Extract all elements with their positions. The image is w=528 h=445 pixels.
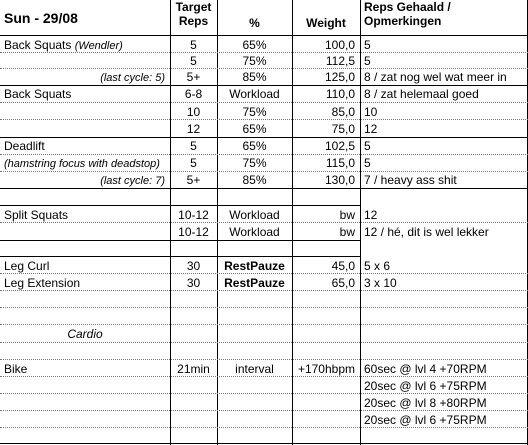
sheet-title[interactable]: Sun - 29/08 bbox=[4, 10, 78, 26]
gridline bbox=[0, 359, 528, 360]
row-divider bbox=[0, 137, 528, 138]
row-divider bbox=[0, 205, 360, 206]
row-divider bbox=[0, 256, 360, 257]
gridline bbox=[0, 273, 528, 274]
section-label-cardio[interactable]: Cardio bbox=[67, 327, 103, 341]
done-cell[interactable]: 10 bbox=[364, 105, 378, 119]
exercise-cell[interactable]: Leg Curl bbox=[4, 259, 50, 273]
gridline bbox=[0, 68, 528, 69]
reps-cell[interactable]: 30 bbox=[186, 276, 201, 290]
percent-cell[interactable]: 65% bbox=[242, 38, 267, 52]
reps-cell[interactable]: 10-12 bbox=[178, 225, 209, 239]
percent-cell[interactable]: 85% bbox=[242, 173, 267, 187]
gridline bbox=[0, 324, 528, 325]
exercise-cell[interactable]: Bike bbox=[4, 362, 28, 376]
weight-cell[interactable]: 100,0 bbox=[324, 38, 355, 52]
done-cell[interactable]: 12 bbox=[364, 208, 378, 222]
reps-cell[interactable]: 5 bbox=[190, 139, 197, 153]
done-cell[interactable]: 7 / heavy ass shit bbox=[364, 173, 457, 187]
weight-header[interactable]: Weight bbox=[306, 16, 346, 30]
reps-cell[interactable]: 5+ bbox=[186, 173, 201, 187]
reps-cell[interactable]: 10 bbox=[186, 105, 201, 119]
exercise-name: Back Squats bbox=[4, 38, 72, 52]
done-cell[interactable]: 12 bbox=[364, 122, 378, 136]
gridline bbox=[0, 171, 528, 172]
exercise-cell[interactable]: (hamstring focus with deadstop) bbox=[4, 158, 160, 170]
gridline bbox=[0, 119, 528, 120]
exercise-note: (Wendler) bbox=[74, 40, 123, 52]
percent-cell[interactable]: 75% bbox=[242, 105, 267, 119]
row-divider bbox=[0, 85, 528, 86]
exercise-cell[interactable]: Split Squats bbox=[4, 208, 69, 222]
reps-cell[interactable]: 5+ bbox=[186, 70, 201, 84]
row-divider bbox=[0, 240, 360, 241]
done-cell[interactable]: 8 / zat nog wel wat meer in bbox=[364, 70, 507, 84]
weight-cell[interactable]: 75,0 bbox=[331, 122, 355, 136]
reps-cell[interactable]: 12 bbox=[186, 122, 201, 136]
row-divider bbox=[0, 443, 528, 444]
reps-cell[interactable]: 5 bbox=[190, 156, 197, 170]
reps-cell[interactable]: 21min bbox=[177, 362, 210, 376]
exercise-cell[interactable] bbox=[0, 38, 170, 53]
exercise-cell[interactable]: (last cycle: 5) bbox=[100, 72, 165, 84]
reps-cell[interactable]: 30 bbox=[186, 259, 201, 273]
weight-cell[interactable]: +170hbpm bbox=[297, 362, 355, 376]
weight-cell[interactable]: 115,0 bbox=[325, 156, 355, 170]
percent-cell[interactable]: 75% bbox=[242, 156, 267, 170]
target-reps-header[interactable]: Target Reps bbox=[175, 0, 212, 28]
weight-cell[interactable]: 85,0 bbox=[331, 105, 355, 119]
exercise-cell[interactable]: Back Squats bbox=[4, 87, 72, 101]
reps-cell[interactable]: 10-12 bbox=[178, 208, 209, 222]
gridline bbox=[0, 102, 528, 103]
done-cell[interactable]: 3 x 10 bbox=[364, 276, 397, 290]
gridline bbox=[0, 410, 528, 411]
gridline bbox=[0, 307, 528, 308]
gridline bbox=[0, 222, 528, 223]
percent-cell[interactable]: interval bbox=[235, 362, 274, 376]
exercise-cell[interactable]: Deadlift bbox=[4, 139, 45, 153]
reps-cell[interactable]: 5 bbox=[190, 54, 197, 68]
done-cell[interactable]: 12 / hé, dit is wel lekker bbox=[364, 225, 489, 239]
weight-cell[interactable]: 102,5 bbox=[324, 139, 355, 153]
weight-cell[interactable]: 112,5 bbox=[325, 54, 355, 68]
done-cell[interactable]: 5 bbox=[364, 38, 371, 52]
weight-cell[interactable]: 130,0 bbox=[324, 173, 355, 187]
done-cell[interactable]: 5 bbox=[364, 54, 371, 68]
gridline bbox=[0, 427, 528, 428]
percent-cell[interactable]: 65% bbox=[242, 122, 267, 136]
reps-done-header[interactable]: Reps Gehaald / Opmerkingen bbox=[364, 0, 451, 28]
gridline bbox=[0, 393, 528, 394]
gridline bbox=[0, 52, 528, 53]
done-cell[interactable]: 5 bbox=[364, 139, 371, 153]
percent-cell[interactable]: Workload bbox=[229, 208, 280, 222]
weight-cell[interactable]: 125,0 bbox=[324, 70, 355, 84]
reps-cell[interactable]: 6-8 bbox=[184, 87, 203, 101]
done-cell[interactable]: 20sec @ lvl 6 +75RPM bbox=[364, 379, 487, 393]
gridline bbox=[0, 290, 528, 291]
exercise-cell[interactable]: Leg Extension bbox=[4, 276, 81, 290]
row-divider bbox=[0, 35, 528, 36]
percent-header[interactable]: % bbox=[249, 16, 260, 30]
done-cell[interactable]: 5 bbox=[364, 156, 371, 170]
weight-cell[interactable]: 65,0 bbox=[331, 276, 355, 290]
done-cell[interactable]: 20sec @ lvl 8 +80RPM bbox=[364, 396, 487, 410]
percent-cell[interactable]: RestPauze bbox=[224, 259, 285, 273]
weight-cell[interactable]: 110,0 bbox=[325, 87, 355, 101]
done-cell[interactable]: 60sec @ lvl 4 +70RPM bbox=[364, 362, 487, 376]
percent-cell[interactable]: RestPauze bbox=[224, 276, 285, 290]
gridline bbox=[0, 154, 528, 155]
exercise-cell[interactable]: (last cycle: 7) bbox=[100, 175, 165, 187]
weight-cell[interactable]: bw bbox=[339, 208, 355, 222]
percent-cell[interactable]: 75% bbox=[242, 54, 267, 68]
gridline bbox=[0, 376, 528, 377]
weight-cell[interactable]: bw bbox=[339, 225, 355, 239]
percent-cell[interactable]: Workload bbox=[229, 225, 280, 239]
done-cell[interactable]: 8 / zat helemaal goed bbox=[364, 87, 479, 101]
done-cell[interactable]: 5 x 6 bbox=[364, 259, 391, 273]
weight-cell[interactable]: 45,0 bbox=[331, 259, 355, 273]
gridline bbox=[0, 342, 528, 343]
percent-cell[interactable]: Workload bbox=[229, 87, 280, 101]
reps-cell[interactable]: 5 bbox=[190, 38, 197, 52]
percent-cell[interactable]: 65% bbox=[242, 139, 267, 153]
percent-cell[interactable]: 85% bbox=[242, 70, 267, 84]
done-cell[interactable]: 20sec @ lvl 6 +75RPM bbox=[364, 413, 487, 427]
row-divider bbox=[0, 188, 528, 189]
